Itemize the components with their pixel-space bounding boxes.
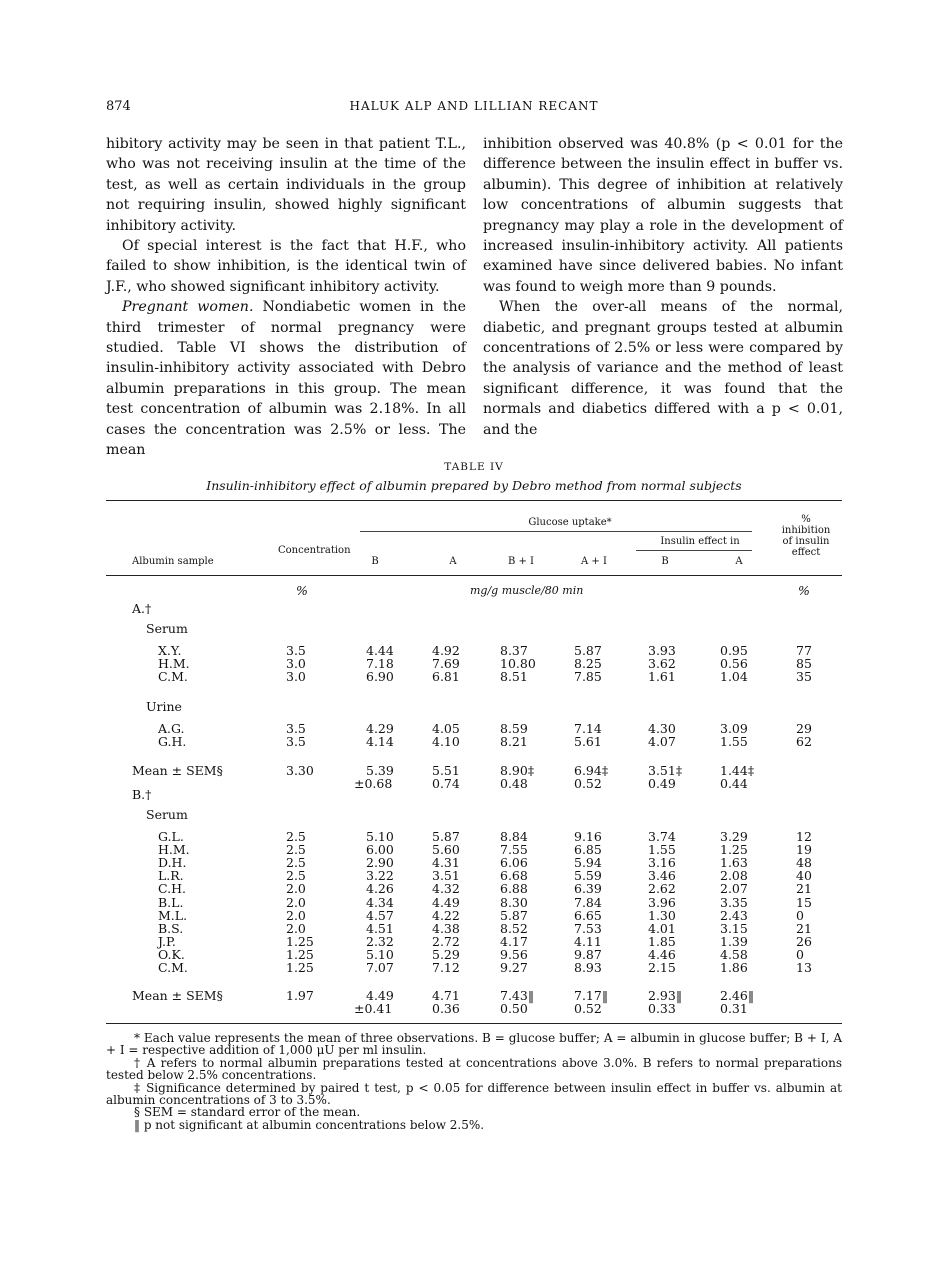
table-cell-conc: 1.25 bbox=[286, 933, 314, 949]
table-cell-a: 5.87 bbox=[432, 829, 460, 844]
table-cell-ai: 5.61 bbox=[574, 734, 602, 750]
table-cell-sample: O.K. bbox=[158, 946, 185, 962]
subgroup-label: Serum bbox=[146, 807, 188, 822]
table-cell-sample: B.S. bbox=[158, 920, 184, 936]
table-cell-conc: 1.25 bbox=[286, 946, 314, 962]
table-cell-bi: 8.51 bbox=[500, 669, 528, 685]
table-cell-ie_b: 1.30 bbox=[648, 907, 676, 923]
table-cell-bi: 7.55 bbox=[500, 842, 528, 858]
sem-cell-bi: 0.50 bbox=[500, 1001, 528, 1017]
table-cell-sample: J.P. bbox=[158, 933, 176, 949]
group-label: A.† bbox=[132, 601, 152, 616]
table-cell-ai: 7.14 bbox=[574, 721, 602, 737]
table-cell-sample: B.L. bbox=[158, 894, 184, 910]
table-cell-a: 4.92 bbox=[432, 643, 460, 658]
sem-cell-a: 0.74 bbox=[432, 775, 460, 791]
table-cell-ai: 6.65 bbox=[574, 907, 602, 923]
table-cell-b: 4.26 bbox=[366, 881, 394, 897]
table-cell-a: 3.51 bbox=[432, 868, 460, 884]
sem-cell-ai: 0.52 bbox=[574, 1001, 602, 1017]
table-cell-ie_a: 2.08 bbox=[720, 868, 748, 884]
table-cell-b: 7.18 bbox=[366, 656, 394, 672]
table-cell-ie_b: 3.74 bbox=[648, 829, 676, 844]
table-cell-ie_a: 4.58 bbox=[720, 946, 748, 962]
table-cell-inhib: 0 bbox=[796, 907, 804, 923]
table-cell-inhib: 21 bbox=[796, 920, 812, 936]
table-cell-bi: 6.88 bbox=[500, 881, 528, 897]
header-b: B bbox=[371, 556, 379, 567]
mean-cell-ie_a: 2.46‖ bbox=[720, 988, 755, 1004]
table-cell-inhib: 48 bbox=[796, 855, 812, 871]
table-cell-ie_b: 2.15 bbox=[648, 960, 676, 975]
table-cell-ai: 8.93 bbox=[574, 960, 602, 975]
mean-cell-b: 5.39 bbox=[366, 762, 394, 778]
mean-cell-sample: Mean ± SEM§ bbox=[132, 762, 223, 778]
mean-cell-sample: Mean ± SEM§ bbox=[132, 988, 223, 1004]
mean-cell-ai: 6.94‡ bbox=[574, 762, 609, 778]
table-cell-b: 4.34 bbox=[366, 894, 394, 910]
header-rule bbox=[360, 531, 752, 532]
table-cell-b: 4.29 bbox=[366, 721, 394, 737]
header-albumin-sample: Albumin sample bbox=[132, 556, 214, 567]
table-cell-ie_a: 3.35 bbox=[720, 894, 748, 910]
table-cell-conc: 3.0 bbox=[286, 669, 306, 685]
table-cell-conc: 3.5 bbox=[286, 643, 306, 658]
table-cell-inhib: 19 bbox=[796, 842, 812, 858]
table-cell-b: 6.90 bbox=[366, 669, 394, 685]
table-cell-a: 4.49 bbox=[432, 894, 460, 910]
paragraph-text: Nondiabetic women in the third trimester of normal pregnancy were studied. Table VI shows the distribution of insulin-inhibitory activity associated with Debro albumin preparations in this group. The mean test concentration of albumin was 2.18%. In all cases the concentration was 2.5% or less. The mean bbox=[106, 299, 466, 459]
table-cell-conc: 2.0 bbox=[286, 920, 306, 936]
sem-cell-bi: 0.48 bbox=[500, 775, 528, 791]
table-cell-b: 6.00 bbox=[366, 842, 394, 858]
mean-cell-ie_b: 3.51‡ bbox=[648, 762, 683, 778]
page-number: 874 bbox=[106, 99, 131, 114]
table-cell-ie_b: 4.07 bbox=[648, 734, 676, 750]
table-cell-ie_b: 4.46 bbox=[648, 946, 676, 962]
table-cell-a: 7.12 bbox=[432, 960, 460, 975]
table-cell-ai: 5.94 bbox=[574, 855, 602, 871]
table-cell-bi: 6.06 bbox=[500, 855, 528, 871]
table-cell-conc: 3.0 bbox=[286, 656, 306, 672]
header-ie-b: B bbox=[661, 556, 669, 567]
table-cell-sample: C.M. bbox=[158, 960, 188, 975]
table-cell-inhib: 21 bbox=[796, 881, 812, 897]
table-cell-inhib: 15 bbox=[796, 894, 812, 910]
section-heading: Pregnant women. bbox=[122, 299, 254, 316]
mean-cell-conc: 3.30 bbox=[286, 762, 314, 778]
table-cell-ie_b: 1.85 bbox=[648, 933, 676, 949]
footnote: ‡ Significance determined by paired t test, p < 0.05 for difference between insulin effect in buffer vs. albumin at albumin concentrations of 3 to 3.5%. bbox=[106, 1080, 842, 1108]
table-cell-ai: 9.87 bbox=[574, 946, 602, 962]
table-cell-a: 4.10 bbox=[432, 734, 460, 750]
header-a-plus-i: A + I bbox=[581, 556, 607, 567]
mean-cell-conc: 1.97 bbox=[286, 988, 314, 1004]
header-glucose-uptake: Glucose uptake* bbox=[528, 517, 612, 528]
mean-cell-a: 5.51 bbox=[432, 762, 460, 778]
table-cell-b: 4.14 bbox=[366, 734, 394, 750]
table-title: Insulin-inhibitory effect of albumin prepared by Debro method from normal subjects bbox=[206, 478, 742, 493]
table-cell-ie_a: 1.63 bbox=[720, 855, 748, 871]
footnote: * Each value represents the mean of three observations. B = glucose buffer; A = albumin in glucose buffer; B + I, A + I = respective addition of 1,000 μU per ml insulin. bbox=[106, 1031, 842, 1058]
footnote: † A refers to normal albumin preparations tested at concentrations above 3.0%. B refers to normal preparations tested below 2.5% concentrations. bbox=[106, 1055, 842, 1083]
table-cell-ie_a: 0.56 bbox=[720, 656, 748, 672]
footnotes bbox=[106, 1032, 842, 1131]
table-cell-ai: 5.59 bbox=[574, 868, 602, 884]
table-cell-ai: 8.25 bbox=[574, 656, 602, 672]
table-cell-conc: 2.5 bbox=[286, 855, 306, 871]
table-cell-conc: 2.0 bbox=[286, 907, 306, 923]
table-cell-bi: 8.59 bbox=[500, 721, 528, 737]
table-cell-ie_b: 3.16 bbox=[648, 855, 676, 871]
table-cell-bi: 10.80 bbox=[500, 656, 536, 672]
table-cell-ai: 6.85 bbox=[574, 842, 602, 858]
table-cell-ie_a: 0.95 bbox=[720, 643, 748, 658]
footnote: § SEM = standard error of the mean. bbox=[134, 1105, 361, 1120]
table-cell-bi: 8.84 bbox=[500, 829, 528, 844]
table-cell-ie_a: 1.86 bbox=[720, 960, 748, 975]
table-cell-ie_b: 4.01 bbox=[648, 920, 676, 936]
table-cell-b: 2.90 bbox=[366, 855, 394, 871]
subgroup-label: Urine bbox=[146, 699, 182, 715]
table-cell-b: 5.10 bbox=[366, 829, 394, 844]
table-cell-bi: 4.17 bbox=[500, 933, 528, 949]
unit-inhibition: % bbox=[798, 583, 810, 598]
header-ie-a: A bbox=[735, 556, 743, 567]
paragraph: inhibition observed was 40.8% (p < 0.01 for the difference between the insulin effect in buffer vs. albumin). This degree of inhibition at relatively low concentrations of albumin suggests that pregnancy may play a role in the development of increased insulin-inhibitory activity. All patients examined have since delivered babies. No infant was found to weigh more than 9 pounds. bbox=[483, 136, 843, 295]
mean-cell-b: 4.49 bbox=[366, 988, 394, 1004]
table-cell-ai: 5.87 bbox=[574, 643, 602, 658]
sem-cell-a: 0.36 bbox=[432, 1001, 460, 1017]
table-cell-sample: C.M. bbox=[158, 669, 188, 685]
header-pct-inhibition: % inhibition of insulin effect bbox=[781, 514, 831, 558]
table-cell-sample: G.H. bbox=[158, 734, 187, 750]
table-bottom-rule bbox=[106, 1023, 842, 1024]
table-cell-sample: D.H. bbox=[158, 855, 187, 871]
table-cell-ie_a: 1.55 bbox=[720, 734, 748, 750]
table-cell-a: 4.32 bbox=[432, 881, 460, 897]
table-cell-ie_a: 3.09 bbox=[720, 721, 748, 737]
table-cell-sample: A.G. bbox=[158, 721, 185, 737]
mean-cell-bi: 8.90‡ bbox=[500, 762, 535, 778]
header-insulin-effect: Insulin effect in bbox=[660, 536, 740, 547]
table-cell-ie_a: 2.07 bbox=[720, 881, 748, 897]
unit-uptake: mg/g muscle/80 min bbox=[470, 584, 584, 597]
table-cell-a: 5.29 bbox=[432, 946, 460, 962]
table-cell-ai: 4.11 bbox=[574, 933, 602, 949]
table-cell-inhib: 77 bbox=[796, 643, 812, 658]
table-cell-sample: C.H. bbox=[158, 881, 186, 897]
table-cell-sample: H.M. bbox=[158, 842, 190, 858]
table-cell-inhib: 0 bbox=[796, 946, 804, 962]
table-cell-ie_b: 1.55 bbox=[648, 842, 676, 858]
header-concentration: Concentration bbox=[278, 545, 351, 556]
subgroup-label: Serum bbox=[146, 621, 188, 636]
sem-cell-ie_b: 0.33 bbox=[648, 1001, 676, 1017]
table-cell-b: 4.44 bbox=[366, 643, 394, 658]
table-cell-ie_a: 2.43 bbox=[720, 907, 748, 923]
table-cell-ie_a: 1.25 bbox=[720, 842, 748, 858]
table-cell-b: 4.57 bbox=[366, 907, 394, 923]
table-cell-ie_a: 3.15 bbox=[720, 920, 748, 936]
table-cell-ie_b: 3.62 bbox=[648, 656, 676, 672]
table-cell-bi: 8.52 bbox=[500, 920, 528, 936]
table-cell-ai: 9.16 bbox=[574, 829, 602, 844]
table-cell-b: 5.10 bbox=[366, 946, 394, 962]
table-cell-conc: 2.5 bbox=[286, 829, 306, 844]
mean-cell-a: 4.71 bbox=[432, 988, 460, 1004]
table-cell-bi: 9.56 bbox=[500, 946, 528, 962]
table-cell-conc: 3.5 bbox=[286, 734, 306, 750]
table-cell-ai: 7.85 bbox=[574, 669, 602, 685]
table-cell-sample: X.Y. bbox=[158, 643, 182, 658]
table-cell-bi: 6.68 bbox=[500, 868, 528, 884]
sem-cell-b: ±0.68 bbox=[354, 775, 393, 791]
table-cell-bi: 9.27 bbox=[500, 960, 528, 975]
table-cell-a: 6.81 bbox=[432, 669, 460, 685]
table-cell-b: 7.07 bbox=[366, 960, 394, 975]
table-cell-conc: 2.5 bbox=[286, 868, 306, 884]
sem-cell-ie_a: 0.31 bbox=[720, 1001, 748, 1017]
table-cell-sample: H.M. bbox=[158, 656, 190, 672]
table-cell-inhib: 62 bbox=[796, 734, 812, 750]
table-cell-b: 3.22 bbox=[366, 868, 394, 884]
table-cell-ie_b: 3.46 bbox=[648, 868, 676, 884]
table-cell-inhib: 35 bbox=[796, 669, 812, 685]
table-cell-conc: 2.0 bbox=[286, 894, 306, 910]
table-cell-bi: 5.87 bbox=[500, 907, 528, 923]
table-cell-inhib: 12 bbox=[796, 829, 812, 844]
table-cell-inhib: 26 bbox=[796, 933, 812, 949]
paragraph: hibitory activity may be seen in that patient T.L., who was not receiving insulin at the time of the test, as well as certain individuals in the group not requiring insulin, showed highly significant inhibitory activity. bbox=[106, 136, 466, 234]
running-title: HALUK ALP AND LILLIAN RECANT bbox=[349, 99, 599, 113]
unit-concentration: % bbox=[296, 583, 308, 598]
group-label: B.† bbox=[132, 787, 152, 802]
paragraph: Of special interest is the fact that H.F., who failed to show inhibition, is the identical twin of J.F., who showed significant inhibitory activity. bbox=[106, 238, 466, 295]
header-a: A bbox=[449, 556, 457, 567]
table-cell-ie_a: 3.29 bbox=[720, 829, 748, 844]
table-cell-a: 4.22 bbox=[432, 907, 460, 923]
table-cell-bi: 8.37 bbox=[500, 643, 528, 658]
header-rule bbox=[636, 550, 752, 551]
table-cell-a: 4.38 bbox=[432, 920, 460, 936]
table-cell-a: 5.60 bbox=[432, 842, 460, 858]
table-cell-a: 2.72 bbox=[432, 933, 460, 949]
mean-cell-ai: 7.17‖ bbox=[574, 988, 609, 1004]
table-cell-ie_a: 1.39 bbox=[720, 933, 748, 949]
sem-cell-ai: 0.52 bbox=[574, 775, 602, 791]
header-b-plus-i: B + I bbox=[507, 556, 535, 567]
table-cell-ai: 6.39 bbox=[574, 881, 602, 897]
mean-cell-ie_a: 1.44‡ bbox=[720, 762, 755, 778]
sem-cell-ie_b: 0.49 bbox=[648, 775, 676, 791]
table-cell-ie_b: 3.93 bbox=[648, 643, 676, 658]
table-cell-bi: 8.30 bbox=[500, 894, 528, 910]
table-cell-inhib: 85 bbox=[796, 656, 812, 672]
table-cell-a: 4.31 bbox=[432, 855, 460, 871]
table-cell-inhib: 13 bbox=[796, 960, 812, 975]
table-cell-sample: L.R. bbox=[158, 868, 184, 884]
mean-cell-bi: 7.43‖ bbox=[500, 988, 535, 1004]
table-cell-a: 7.69 bbox=[432, 656, 460, 672]
table-cell-ai: 7.84 bbox=[574, 894, 602, 910]
table-cell-conc: 2.5 bbox=[286, 842, 306, 858]
sem-cell-ie_a: 0.44 bbox=[720, 775, 748, 791]
table-cell-conc: 2.0 bbox=[286, 881, 306, 897]
table-cell-inhib: 40 bbox=[796, 868, 812, 884]
table-cell-ie_b: 4.30 bbox=[648, 721, 676, 737]
table-cell-ie_b: 2.62 bbox=[648, 881, 676, 897]
sem-cell-b: ±0.41 bbox=[354, 1001, 393, 1017]
footnote: ‖ p not significant at albumin concentrations below 2.5%. bbox=[134, 1117, 485, 1132]
table-header-rule bbox=[106, 575, 842, 576]
table-cell-ie_a: 1.04 bbox=[720, 669, 748, 685]
table-cell-b: 4.51 bbox=[366, 920, 394, 936]
table-cell-b: 2.32 bbox=[366, 933, 394, 949]
table-cell-sample: M.L. bbox=[158, 907, 188, 923]
table-label: TABLE IV bbox=[444, 461, 504, 473]
table-cell-a: 4.05 bbox=[432, 721, 460, 737]
table-cell-inhib: 29 bbox=[796, 721, 812, 737]
mean-cell-ie_b: 2.93‖ bbox=[648, 988, 683, 1004]
table-cell-ie_b: 1.61 bbox=[648, 669, 676, 685]
table-cell-sample: G.L. bbox=[158, 829, 184, 844]
paragraph: When the over-all means of the normal, diabetic, and pregnant groups tested at albumin concentrations of 2.5% or less were compared by the analysis of variance and the method of least significant difference, it was found that the normals and diabetics differed with a p < 0.01, and the bbox=[483, 299, 843, 438]
table-cell-bi: 8.21 bbox=[500, 734, 528, 750]
table-cell-ie_b: 3.96 bbox=[648, 894, 676, 910]
table-cell-conc: 3.5 bbox=[286, 721, 306, 737]
table-cell-ai: 7.53 bbox=[574, 920, 602, 936]
table-cell-conc: 1.25 bbox=[286, 960, 314, 975]
